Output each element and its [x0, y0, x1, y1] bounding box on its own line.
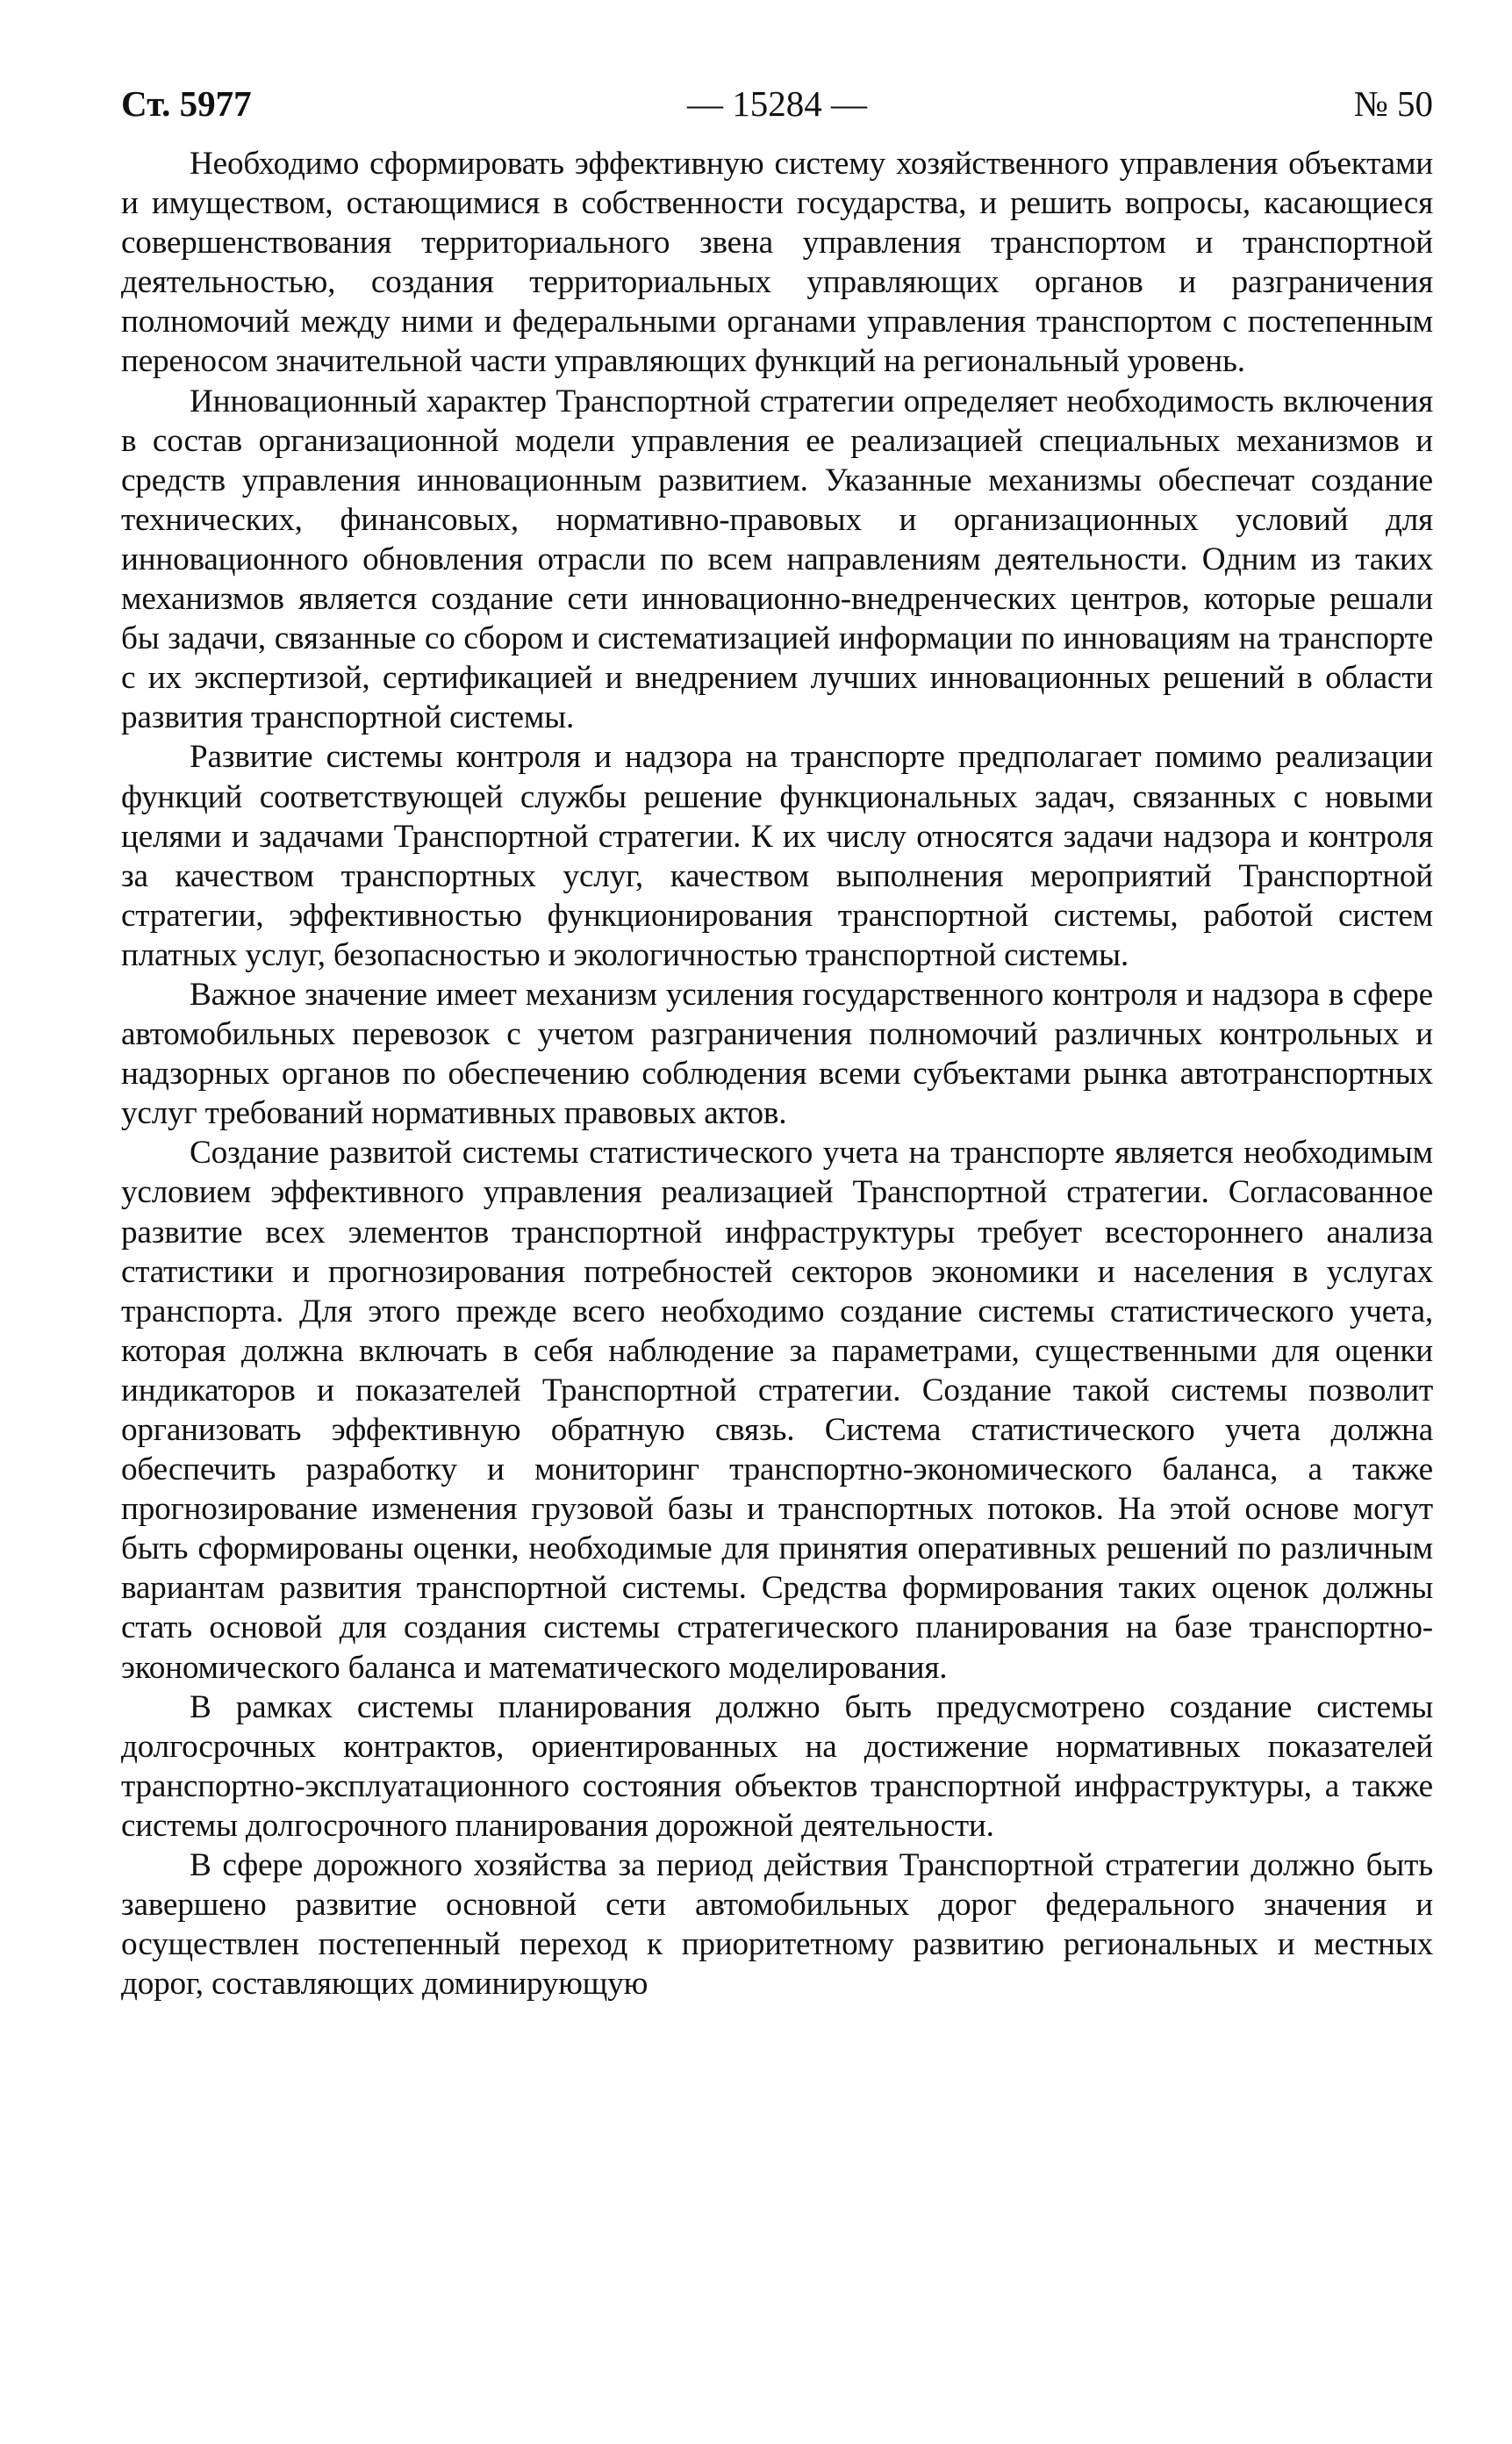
paragraph: Необходимо сформировать эффективную систему хозяйственного управления объектами и имуществом, остающимися в собственности государства, и решить вопросы, касающиеся совершенствования территориального звена управления транспортом и транспортной деятельностью, создания территориальных управляющих органов и разграничения полномочий между ними и федеральными органами управления транспортом с постепенным переносом значительной части управляющих функций на региональный уровень.: [121, 146, 1433, 380]
document-page: [121, 77, 1433, 2003]
paragraph: Развитие системы контроля и надзора на транспорте предполагает помимо реализации функций соответствующей службы решение функциональных задач, связанных с новыми целями и задачами Транспортной стратегии. К их числу относятся задачи надзора и контроля за качеством транспортных услуг, качеством выполнения мероприятий Транспортной стратегии, эффективностью функционирования транспортной системы, работой систем платных услуг, безопасностью и экологичностью транспортной системы.: [121, 739, 1433, 973]
paragraph: Важное значение имеет механизм усиления государственного контроля и надзора в сфере автомобильных перевозок с учетом разграничения полномочий различных контрольных и надзорных органов по обеспечению соблюдения всеми субъектами рынка автотранспортных услуг требований нормативных правовых актов.: [121, 976, 1433, 1132]
paragraph: Создание развитой системы статистического учета на транспорте является необходимым условием эффективного управления реализацией Транспортной стратегии. Согласованное развитие всех элементов транспортной инфраструктуры требует всестороннего анализа статистики и прогнозирования потребностей секторов экономики и населения в услугах транспорта. Для этого прежде всего необходимо создание системы статистического учета, которая должна включать в себя наблюдение за параметрами, существенными для оценки индикаторов и показателей Транспортной стратегии. Создание такой системы позволит организовать эффективную обратную связь. Система статистического учета должна обеспечить разработку и мониторинг транспортно-экономического баланса, а также прогнозирование изменения грузовой базы и транспортных потоков. На этой основе могут быть сформированы оценки, необходимые для принятия оперативных решений по различным вариантам развития транспортной системы. Средства формирования таких оценок должны стать основой для создания системы стратегического планирования на базе транспортно-экономического баланса и математического моделирования.: [121, 1135, 1433, 1686]
page-header: [121, 77, 1433, 130]
page-number: — 15284 —: [687, 83, 867, 124]
paragraph: В рамках системы планирования должно быть предусмотрено создание системы долгосрочных контрактов, ориентированных на достижение нормативных показателей транспортно-эксплуатационного состояния объектов транспортной инфраструктуры, а также системы долгосрочного планирования дорожной деятельности.: [121, 1688, 1433, 1844]
paragraph: Инновационный характер Транспортной стратегии определяет необходимость включения в состав организационной модели управления ее реализацией специальных механизмов и средств управления инновационным развитием. Указанные механизмы обеспечат создание технических, финансовых, нормативно-правовых и организационных условий для инновационного обновления отрасли по всем направлениям деятельности. Одним из таких механизмов является создание сети инновационно-внедренческих центров, которые решали бы задачи, связанные со сбором и систематизацией информации по инновациям на транспорте с их экспертизой, сертификацией и внедрением лучших инновационных решений в области развития транспортной системы.: [121, 383, 1433, 736]
issue-number: № 50: [1353, 83, 1433, 124]
paragraph: В сфере дорожного хозяйства за период действия Транспортной стратегии должно быть завершено развитие основной сети автомобильных дорог федерального значения и осуществлен постепенный переход к приоритетному развитию региональных и местных дорог, составляющих доминирующую: [121, 1847, 1433, 2003]
body-text: [121, 144, 1433, 2003]
article-number: Ст. 5977: [121, 83, 252, 124]
